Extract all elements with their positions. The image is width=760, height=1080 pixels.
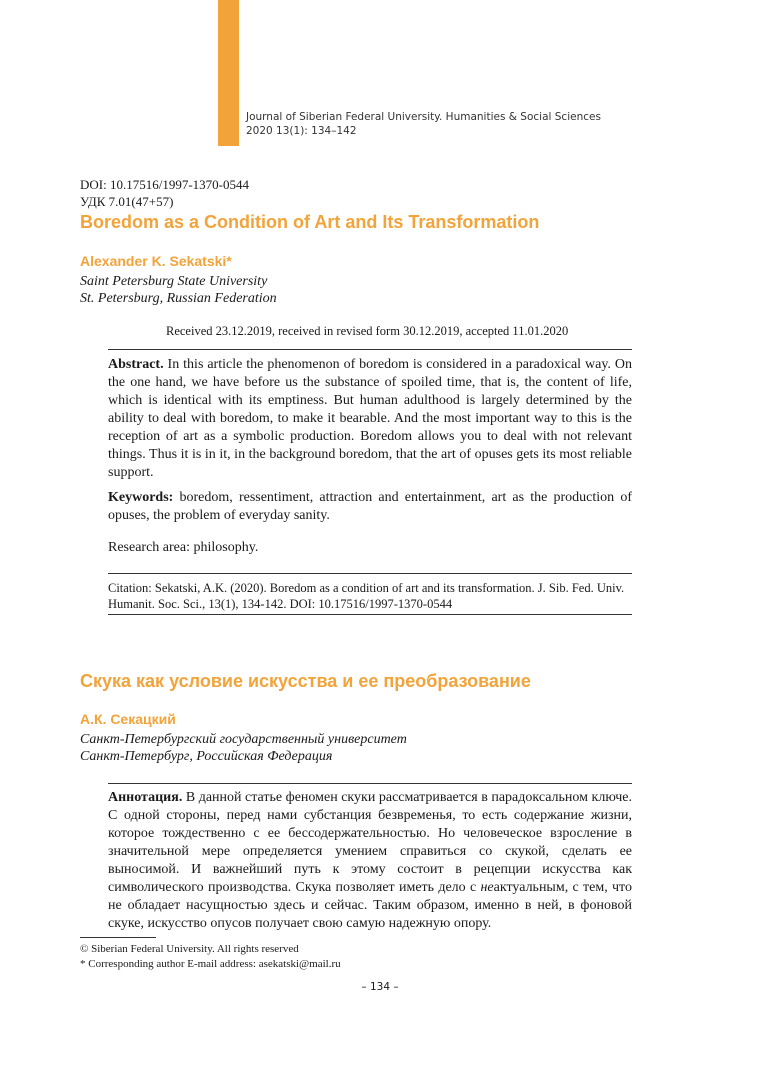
keywords-label: Keywords: <box>108 490 174 505</box>
keywords-text: boredom, ressentiment, attraction and entertainment, art as the production of opuses, the problem of everyday sanity. <box>108 490 632 523</box>
doi: DOI: 10.17516/1997-1370-0544 <box>80 177 249 192</box>
affiliation-en-1: Saint Petersburg State University <box>80 274 268 289</box>
article-title-ru: Скука как условие искусства и ее преобразование <box>80 671 531 691</box>
abstract-en <box>108 356 632 482</box>
journal-header <box>246 110 601 138</box>
accent-bar <box>218 0 239 146</box>
footnote-divider <box>80 937 156 938</box>
divider <box>108 349 632 350</box>
abstract-label: Abstract. <box>108 357 164 372</box>
udk: УДК 7.01(47+57) <box>80 194 174 209</box>
abstract-ru-text-1: В данной статье феномен скуки рассматривается в парадоксальном ключе. С одной стороны, перед нами субстанция безвременья, то есть содержание жизни, которое тождественно с ее бессодержательностью. Но человеческое взросление в значительной мере определяется умением справиться со скукой, сделать ее выносимой. И важнейший путь к этому состоит в рецепции искусства как символического производства. Скука позволяет иметь дело с <box>108 790 632 895</box>
footnote-copyright: © Siberian Federal University. All rights reserved <box>80 943 299 955</box>
author-ru: А.К. Секацкий <box>80 711 176 727</box>
author-en: Alexander K. Sekatski* <box>80 253 232 269</box>
abstract-text: In this article the phenomenon of boredom is considered in a paradoxical way. On the one hand, we have before us the substance of spoiled time, that is, the content of life, which is identical with its emptiness. But human adulthood is largely determined by the ability to deal with boredom, to make it bearable. And the most important way to this is the reception of art as a symbolic production. Boredom allows you to deal with not relevant things. Thus it is in it, in the background boredom, that the art of opuses gets its most reliable support. <box>108 357 632 480</box>
citation: Citation: Sekatski, A.K. (2020). Boredom as a condition of art and its transformation. J. Sib. Fed. Univ. Humanit. Soc. Sci., 13(1), 134-142. DOI: 10.17516/1997-1370-0544 <box>108 581 625 611</box>
article-title-en: Boredom as a Condition of Art and Its Transformation <box>80 212 540 232</box>
abstract-ru-italic: не <box>480 880 494 895</box>
journal-title: Journal of Siberian Federal University. Humanities & Social Sciences <box>246 111 601 123</box>
abstract-ru <box>108 789 632 933</box>
divider <box>108 783 632 784</box>
received-dates: Received 23.12.2019, received in revised form 30.12.2019, accepted 11.01.2020 <box>166 324 569 338</box>
journal-issue: 2020 13(1): 134–142 <box>246 125 357 137</box>
keywords <box>108 489 632 525</box>
affiliation-ru-2: Санкт-Петербург, Российская Федерация <box>80 749 333 764</box>
affiliation-en-2: St. Petersburg, Russian Federation <box>80 291 277 306</box>
footnote-corresponding: * Corresponding author E-mail address: asekatski@mail.ru <box>80 958 341 970</box>
divider <box>108 614 632 615</box>
affiliation-ru-1: Санкт-Петербургский государственный университет <box>80 732 407 747</box>
page-number: – 134 – <box>361 981 399 993</box>
divider <box>108 573 632 574</box>
abstract-ru-text-2: актуальным, с тем, что не обладает насущностью здесь и сейчас. Таким образом, именно в ней, в фоновой скуке, искусство опусов получает свою самую надежную опору. <box>108 880 632 931</box>
research-area: Research area: philosophy. <box>108 540 259 555</box>
abstract-ru-label: Аннотация. <box>108 790 183 805</box>
